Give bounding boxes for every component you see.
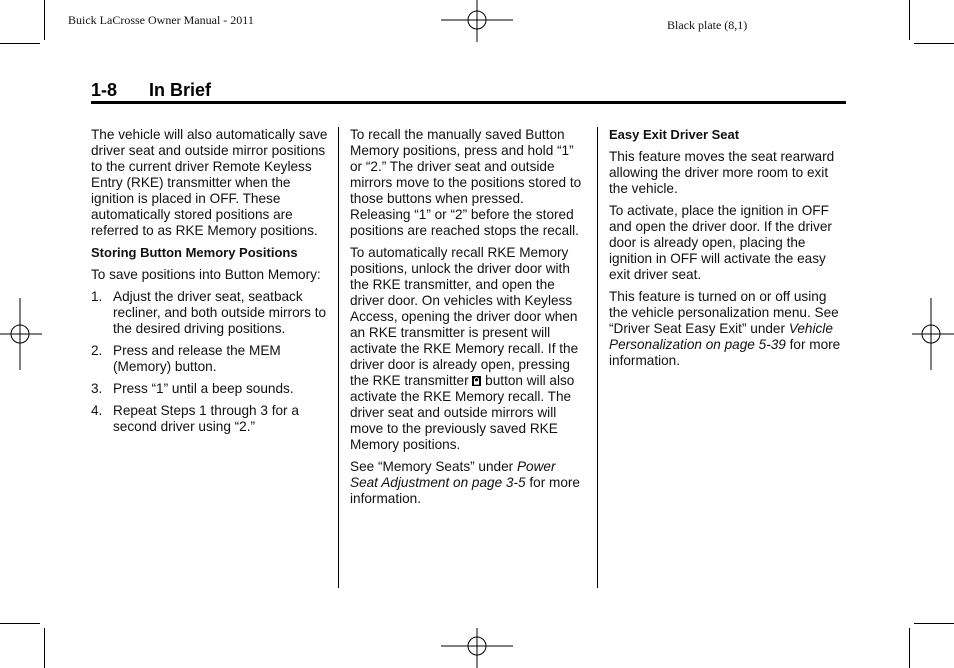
crop-mark-top-right-horizontal: [914, 43, 954, 44]
crop-mark-bottom-left-vertical: [44, 628, 45, 668]
personalization-tail: for more information.: [609, 337, 841, 368]
crop-mark-top-left-vertical: [44, 0, 45, 40]
section-number: 1-8: [91, 80, 118, 100]
column-1: [91, 127, 331, 441]
recall-rke-text-start: To automatically recall RKE Memory positions, unlock the driver door with the RKE transmitter, and open the driver door. On vehicles with Keyless Access, opening the driver door when an RKE transmitter is present will activate the RKE Memory recall. If the driver door is already open, pressing the RKE transmitter: [350, 245, 579, 388]
list-item: [91, 343, 331, 375]
plate-label: Black plate (8,1): [667, 18, 748, 32]
memory-seats-reference-paragraph: [350, 459, 586, 507]
crop-mark-bottom-right-horizontal: [914, 623, 954, 624]
intro-paragraph: The vehicle will also automatically save driver seat and outside mirror positions to the current driver Remote Keyless Entry (RKE) transmitter when the ignition is placed in OFF. These automatically stored positions are referred to as RKE Memory positions.: [91, 127, 328, 238]
reference-lead: See “Memory Seats” under: [350, 459, 517, 474]
storing-lead-paragraph: To save positions into Button Memory:: [91, 267, 321, 282]
crop-mark-bottom-right-vertical: [909, 628, 910, 668]
list-item: [91, 381, 331, 397]
step-text: Adjust the driver seat, seatback recliner, and both outside mirrors to the desired driving positions.: [113, 289, 327, 336]
step-number: 2.: [91, 343, 103, 358]
step-number: 4.: [91, 403, 103, 418]
registration-mark-right-icon: [912, 298, 954, 370]
recall-button-memory-paragraph: To recall the manually saved Button Memory positions, press and hold “1” or “2.” The driver seat and outside mirrors move to the positions stored to those buttons when pressed. Releasing “1” or “2” before the stored positions are reached stops the recall.: [350, 127, 582, 238]
registration-mark-left-icon: [0, 298, 42, 370]
step-text: Press and release the MEM (Memory) button.: [113, 343, 281, 374]
step-number: 1.: [91, 289, 103, 304]
crop-mark-top-right-vertical: [909, 0, 910, 40]
step-text: Repeat Steps 1 through 3 for a second driver using “2.”: [113, 403, 299, 434]
crop-mark-top-left-horizontal: [0, 43, 40, 44]
recall-rke-text-end: button will also activate the RKE Memory recall. The driver seat and outside mirrors will move to the previously saved RKE Memory positions.: [350, 373, 575, 452]
reference-tail: for more information.: [350, 475, 580, 506]
registration-mark-top-icon: [441, 0, 513, 46]
heading-rule: [91, 101, 846, 104]
column-divider-2: [597, 127, 598, 588]
column-2: [350, 127, 586, 513]
power-seat-adjustment-link[interactable]: Power Seat Adjustment on page 3-5: [350, 459, 556, 490]
crop-mark-bottom-left-horizontal: [0, 623, 40, 624]
easy-exit-heading: Easy Exit Driver Seat: [609, 127, 740, 142]
column-divider-1: [338, 127, 339, 588]
step-number: 3.: [91, 381, 103, 396]
section-title: In Brief: [149, 80, 212, 100]
easy-exit-description-paragraph: This feature moves the seat rearward allowing the driver more room to exit the vehicle.: [609, 149, 835, 196]
registration-mark-bottom-icon: [441, 624, 513, 668]
manual-title: Buick LaCrosse Owner Manual - 2011: [68, 13, 254, 27]
steps-list: [91, 289, 331, 435]
storing-memory-heading: Storing Button Memory Positions: [91, 245, 298, 260]
list-item: [91, 403, 331, 435]
easy-exit-activate-paragraph: To activate, place the ignition in OFF and open the driver door. If the driver door is already open, placing the ignition in OFF will activate the easy exit driver seat.: [609, 203, 832, 282]
personalization-lead: This feature is turned on or off using the vehicle personalization menu. See “Driver Seat Easy Exit” under: [609, 289, 839, 336]
column-3: [609, 127, 845, 375]
list-item: [91, 289, 331, 337]
easy-exit-personalization-paragraph: [609, 289, 845, 369]
vehicle-personalization-link[interactable]: Vehicle Personalization on page 5-39: [609, 321, 833, 352]
recall-rke-memory-paragraph: [350, 245, 586, 453]
section-heading: [91, 80, 211, 101]
step-text: Press “1” until a beep sounds.: [113, 381, 294, 396]
